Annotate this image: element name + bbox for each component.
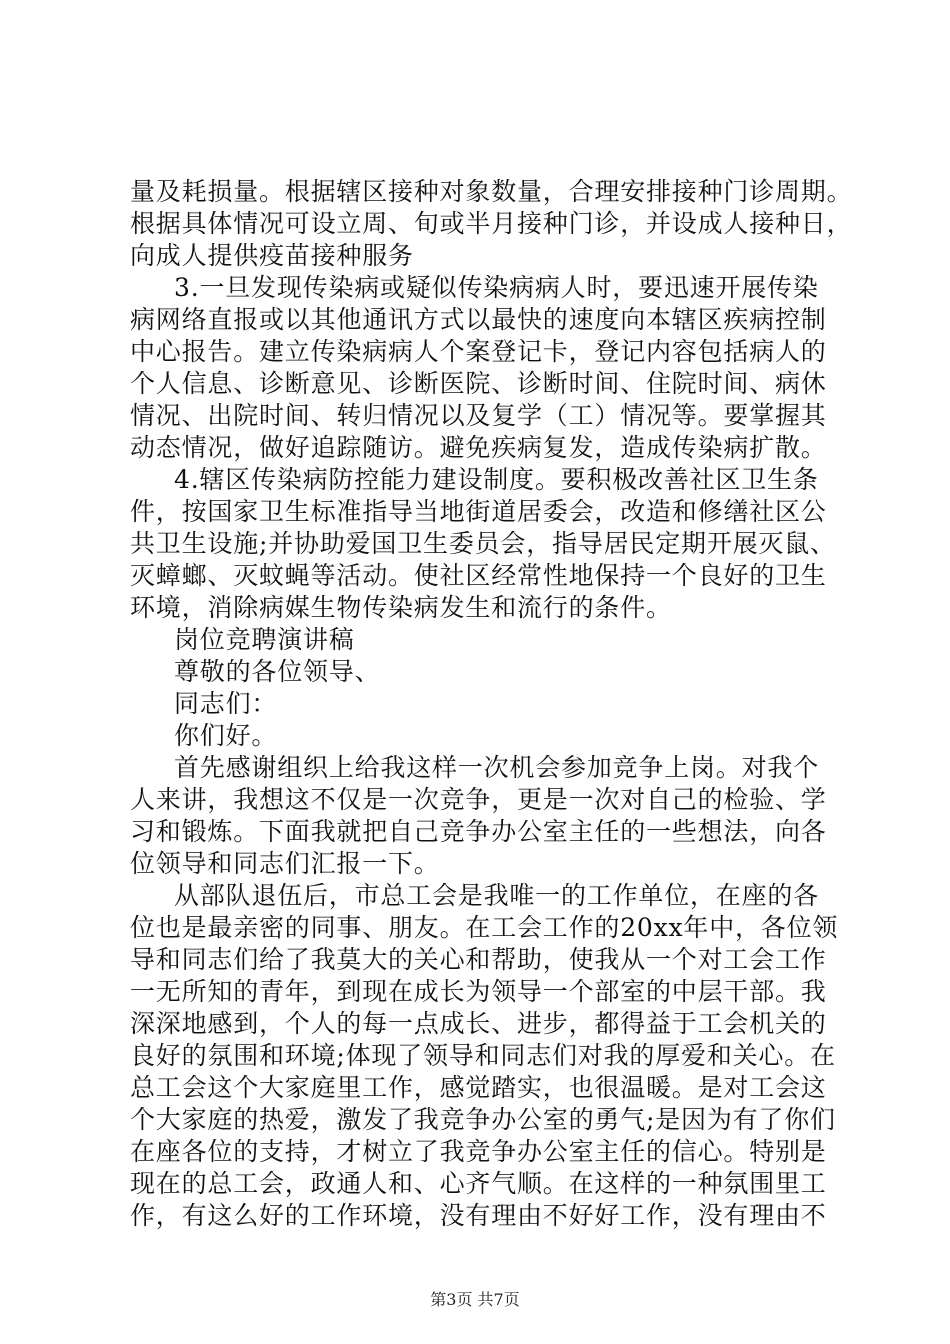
text-line: 根据具体情况可设立周、旬或半月接种门诊，并设成人接种日， xyxy=(130,209,853,238)
text-line: 情况、出院时间、转归情况以及复学（工）情况等。要掌握其 xyxy=(130,401,827,430)
text-line: 总工会这个大家庭里工作，感觉踏实，也很温暖。是对工会这 xyxy=(130,1073,827,1102)
text-line: 在座各位的支持，才树立了我竞争办公室主任的信心。特别是 xyxy=(130,1137,827,1166)
text-line: 个大家庭的热爱，激发了我竞争办公室的勇气;是因为有了你们 xyxy=(130,1105,836,1134)
text-line: 位领导和同志们汇报一下。 xyxy=(130,849,440,878)
text-line: 个人信息、诊断意见、诊断医院、诊断时间、住院时间、病休 xyxy=(130,369,827,398)
text-line: 导和同志们给了我莫大的关心和帮助，使我从一个对工会工作 xyxy=(130,945,827,974)
text-line: 良好的氛围和环境;体现了领导和同志们对我的厚爱和关心。在 xyxy=(130,1041,836,1070)
text-line: 深深地感到，个人的每一点成长、进步，都得益于工会机关的 xyxy=(130,1009,827,1038)
text-line: 动态情况，做好追踪随访。避免疾病复发，造成传染病扩散。 xyxy=(130,433,827,462)
text-line: 作，有这么好的工作环境，没有理由不好好工作，没有理由不 xyxy=(130,1201,827,1230)
salutation-line: 同志们： xyxy=(174,689,278,718)
text-line: 向成人提供疫苗接种服务 xyxy=(130,241,414,270)
paragraph-start-line: 3.一旦发现传染病或疑似传染病病人时，要迅速开展传染 xyxy=(174,273,819,302)
text-line: 共卫生设施;并协助爱国卫生委员会，指导居民定期开展灭鼠、 xyxy=(130,529,836,558)
salutation-line: 尊敬的各位领导、 xyxy=(174,657,381,686)
page-number-footer: 第3页 共7页 xyxy=(430,1290,520,1309)
text-line: 一无所知的青年，到现在成长为领导一个部室的中层干部。我 xyxy=(130,977,827,1006)
text-line: 现在的总工会，政通人和、心齐气顺。在这样的一种氛围里工 xyxy=(130,1169,827,1198)
greeting-line: 你们好。 xyxy=(174,721,278,750)
text-line: 人来讲，我想这不仅是一次竞争，更是一次对自己的检验、学 xyxy=(130,785,827,814)
text-line: 件，按国家卫生标准指导当地街道居委会，改造和修缮社区公 xyxy=(130,497,827,526)
text-line: 中心报告。建立传染病病人个案登记卡，登记内容包括病人的 xyxy=(130,337,827,366)
text-line: 灭蟑螂、灭蚊蝇等活动。使社区经常性地保持一个良好的卫生 xyxy=(130,561,827,590)
text-line: 习和锻炼。下面我就把自己竞争办公室主任的一些想法，向各 xyxy=(130,817,827,846)
paragraph-start-line: 首先感谢组织上给我这样一次机会参加竞争上岗。对我个 xyxy=(174,753,820,782)
speech-title: 岗位竞聘演讲稿 xyxy=(174,625,355,654)
text-line: 病网络直报或以其他通讯方式以最快的速度向本辖区疾病控制 xyxy=(130,305,827,334)
text-line: 环境，消除病媒生物传染病发生和流行的条件。 xyxy=(130,593,672,622)
text-line: 位也是最亲密的同事、朋友。在工会工作的20xx年中，各位领 xyxy=(130,913,839,942)
text-line: 量及耗损量。根据辖区接种对象数量，合理安排接种门诊周期。 xyxy=(130,177,853,206)
document-body xyxy=(130,176,853,1232)
paragraph-start-line: 从部队退伍后，市总工会是我唯一的工作单位，在座的各 xyxy=(174,881,820,910)
paragraph-start-line: 4.辖区传染病防控能力建设制度。要积极改善社区卫生条 xyxy=(174,465,819,494)
